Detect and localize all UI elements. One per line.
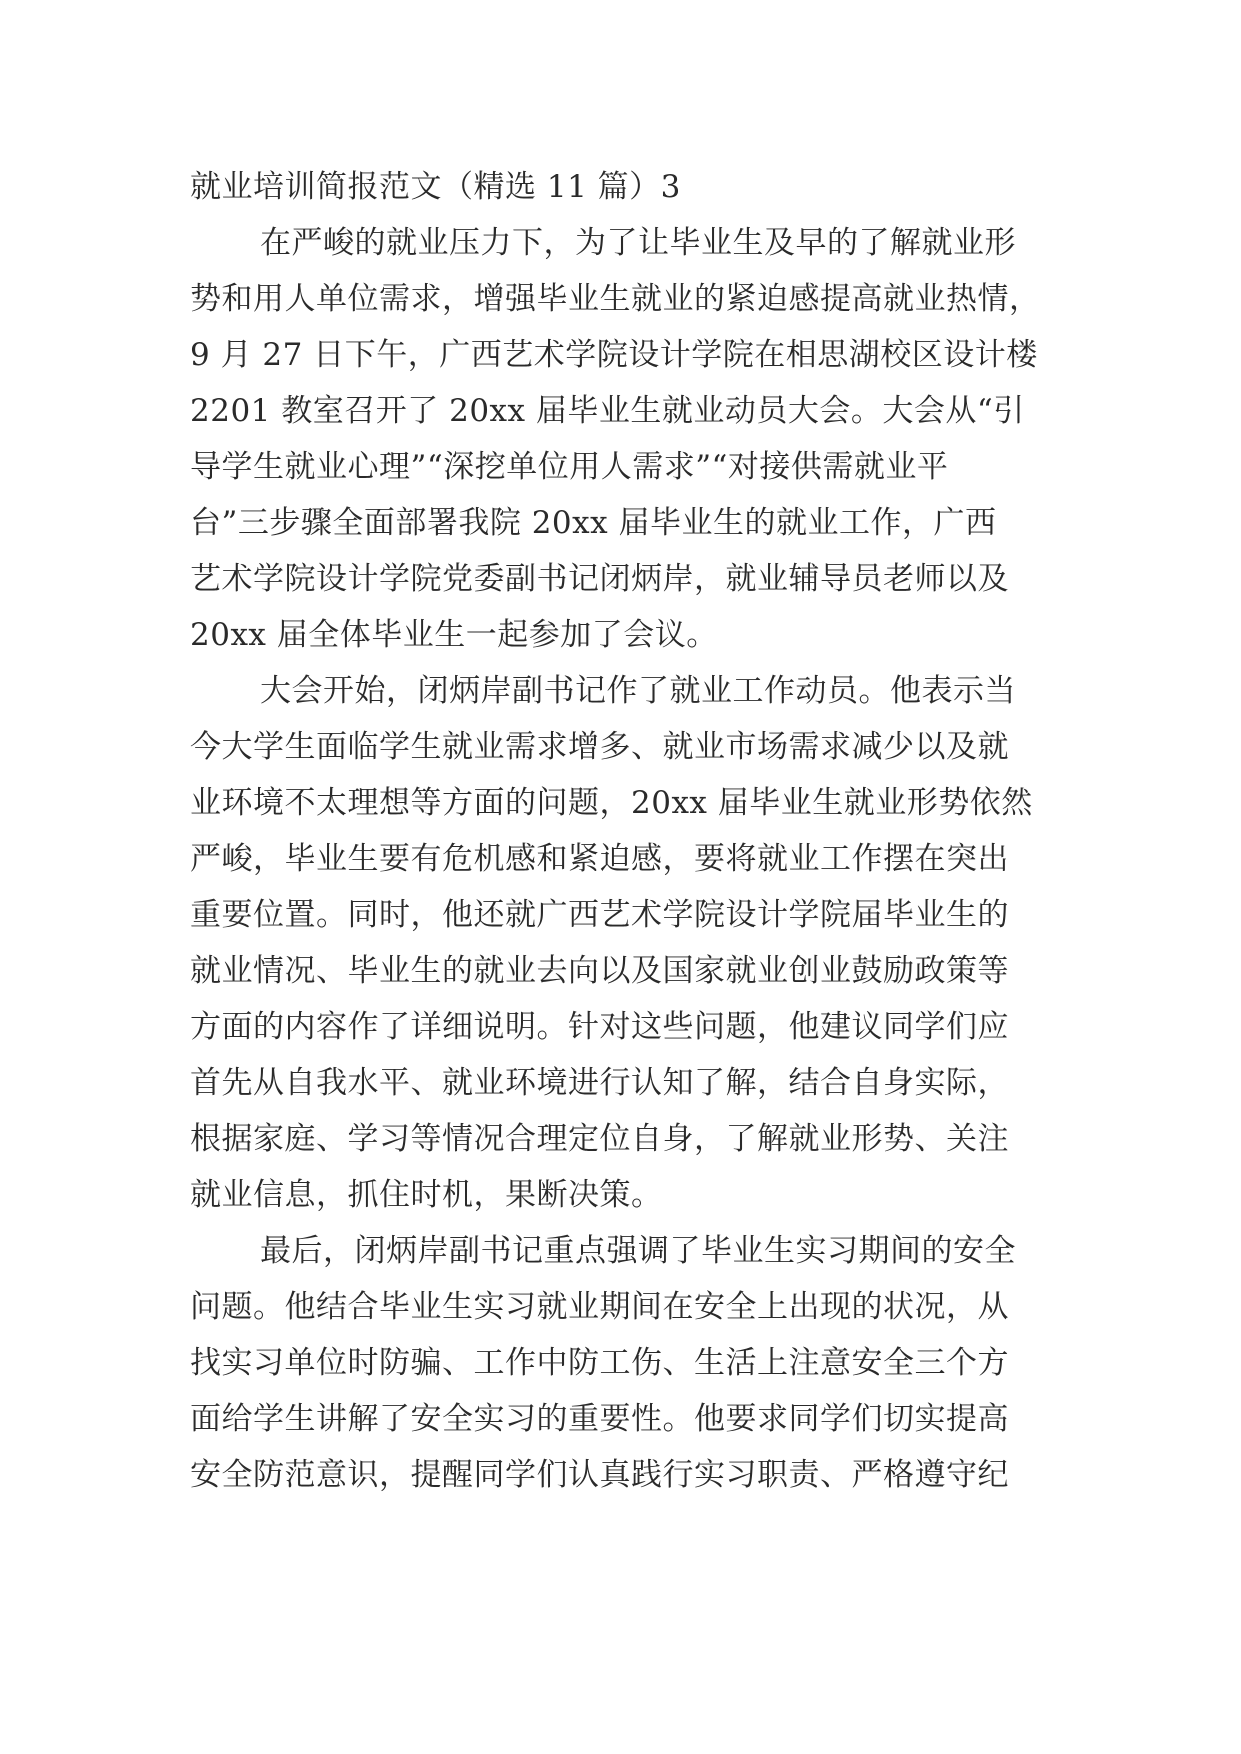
paragraph-3 xyxy=(190,1223,1070,1503)
paragraph-line: 最后，闭炳岸副书记重点强调了毕业生实习期间的安全 xyxy=(260,1233,1016,1269)
paragraph-line: 找实习单位时防骗、工作中防工伤、生活上注意安全三个方 xyxy=(190,1345,1009,1381)
paragraph-line: 问题。他结合毕业生实习就业期间在安全上出现的状况，从 xyxy=(190,1289,1009,1325)
paragraph-line: 20xx 届全体毕业生一起参加了会议。 xyxy=(190,617,718,653)
paragraph-line: 就业信息，抓住时机，果断决策。 xyxy=(190,1177,663,1213)
paragraph-line: 严峻，毕业生要有危机感和紧迫感，要将就业工作摆在突出 xyxy=(190,841,1009,877)
paragraph-line: 面给学生讲解了安全实习的重要性。他要求同学们切实提高 xyxy=(190,1401,1009,1437)
paragraph-1 xyxy=(190,215,1070,663)
paragraph-line: 势和用人单位需求，增强毕业生就业的紧迫感提高就业热情， xyxy=(190,281,1041,317)
paragraph-line: 方面的内容作了详细说明。针对这些问题，他建议同学们应 xyxy=(190,1009,1009,1045)
paragraph-line: 首先从自我水平、就业环境进行认知了解，结合自身实际， xyxy=(190,1065,1009,1101)
paragraph-2 xyxy=(190,663,1070,1223)
paragraph-line: 安全防范意识，提醒同学们认真践行实习职责、严格遵守纪 xyxy=(190,1457,1009,1493)
paragraph-line: 在严峻的就业压力下，为了让毕业生及早的了解就业形 xyxy=(260,225,1016,261)
document-title: 就业培训简报范文（精选 11 篇）3 xyxy=(190,169,681,205)
paragraph-line: 根据家庭、学习等情况合理定位自身，了解就业形势、关注 xyxy=(190,1121,1009,1157)
paragraph-line: 台”三步骤全面部署我院 20xx 届毕业生的就业工作，广西 xyxy=(190,505,997,541)
paragraph-line: 就业情况、毕业生的就业去向以及国家就业创业鼓励政策等 xyxy=(190,953,1009,989)
paragraph-line: 艺术学院设计学院党委副书记闭炳岸，就业辅导员老师以及 xyxy=(190,561,1009,597)
document-body xyxy=(190,159,1070,1503)
paragraph-line: 重要位置。同时，他还就广西艺术学院设计学院届毕业生的 xyxy=(190,897,1009,933)
paragraph-line: 9 月 27 日下午，广西艺术学院设计学院在相思湖校区设计楼 xyxy=(190,337,1038,373)
paragraph-line: 2201 教室召开了 20xx 届毕业生就业动员大会。大会从“引 xyxy=(190,393,1025,429)
paragraph-line: 今大学生面临学生就业需求增多、就业市场需求减少以及就 xyxy=(190,729,1009,765)
paragraph-line: 大会开始，闭炳岸副书记作了就业工作动员。他表示当 xyxy=(260,673,1016,709)
paragraph-line: 业环境不太理想等方面的问题，20xx 届毕业生就业形势依然 xyxy=(190,785,1033,821)
paragraph-line: 导学生就业心理”“深挖单位用人需求”“对接供需就业平 xyxy=(190,449,949,485)
